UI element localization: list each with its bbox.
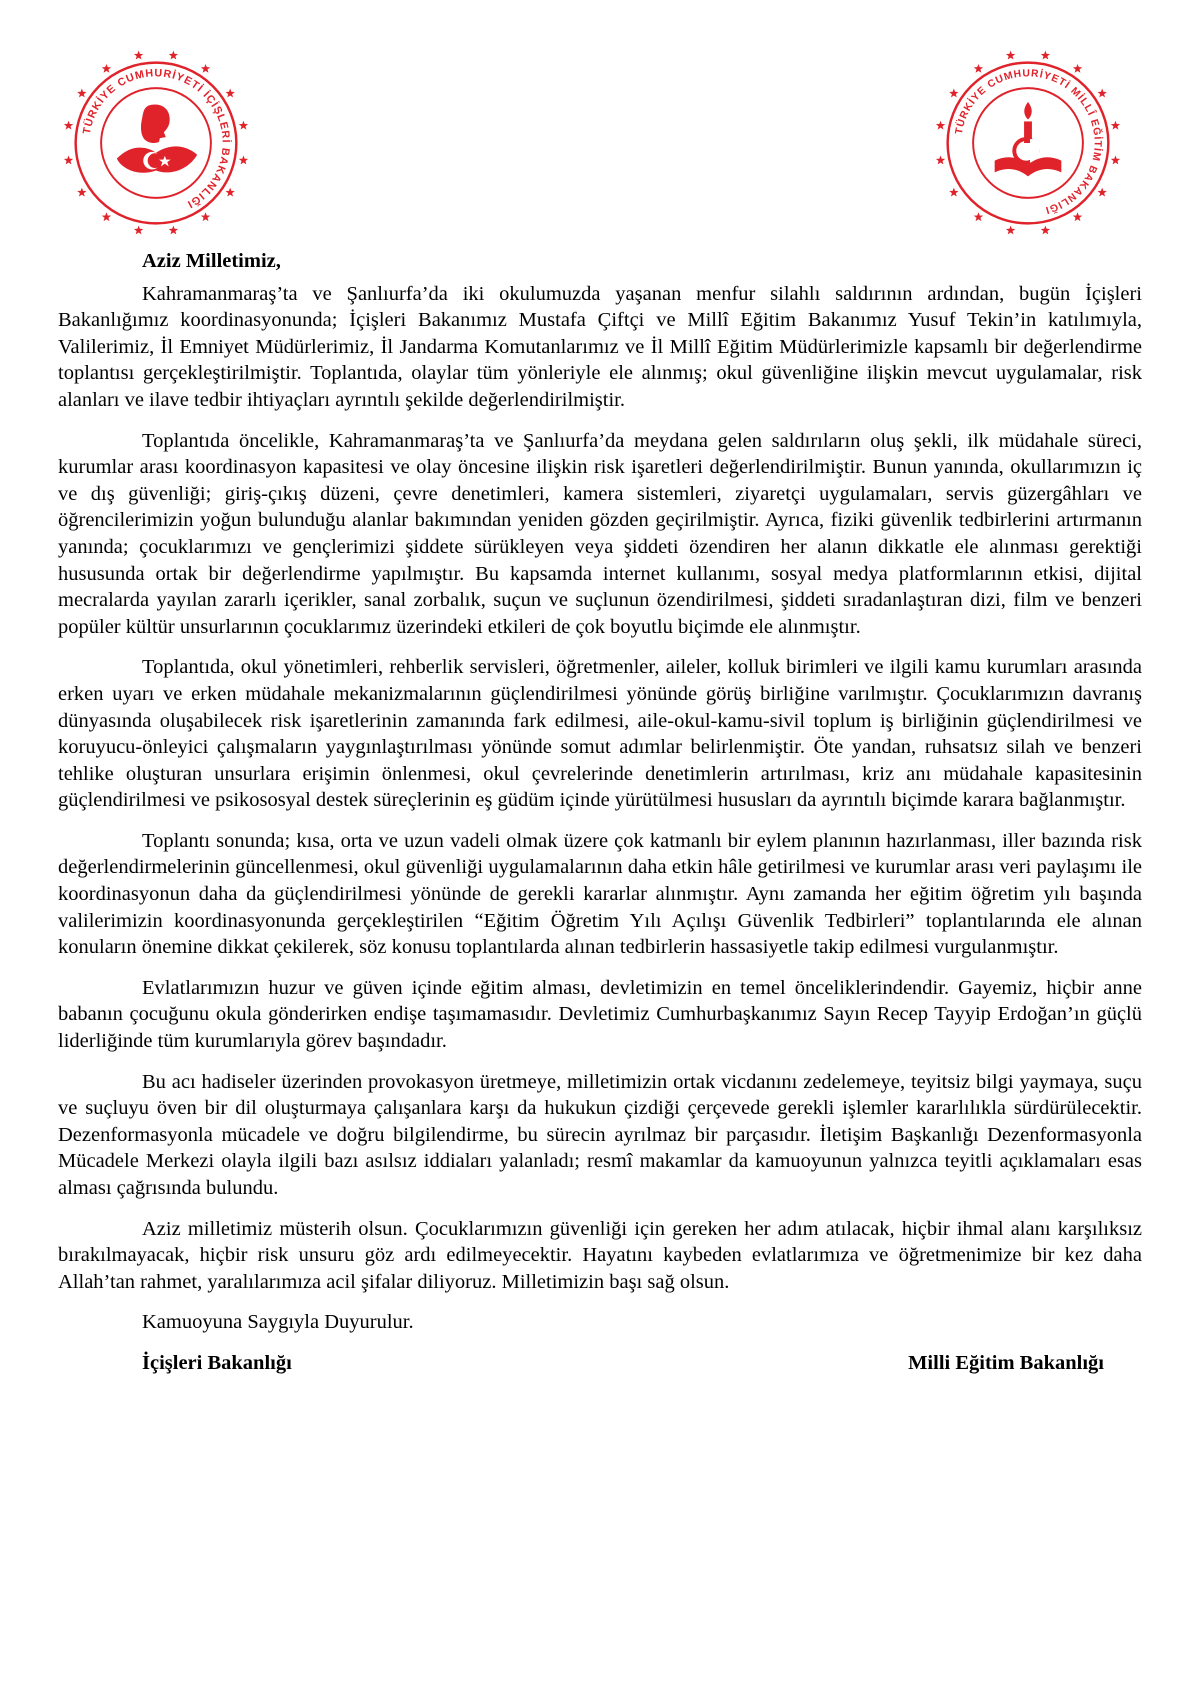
seal-star-icon — [1006, 226, 1015, 235]
seal-star-icon — [936, 155, 945, 164]
signature-block — [58, 1350, 1142, 1380]
letter-body — [58, 248, 1142, 1380]
signature-interior-ministry: İçişleri Bakanlığı — [142, 1351, 292, 1374]
paragraph-6: Bu acı hadiseler üzerinden provokasyon üretmeye, milletimizin ortak vicdanını zedelemeye, teyitsiz bilgi yaymaya, suçu ve suçluyu öven bir dil oluşturmaya çalışanlara karşı da hukukun çizdiği çerçevede gerekli işlemler kararlılıkla sürdürülecektir. Dezenformasyonla mücadele ve doğru bilgilendirme, bu sürecin ayrılmaz bir parçasıdır. İletişim Başkanlığı Dezenformasyonla Mücadele Merkezi olayla ilgili bazı asılsız iddiaları yalanladı; resmî makamlar da kamuoyunun yalnızca teyitli açıklamaları esas alması çağrısında bulundu. — [58, 1070, 1142, 1199]
seal-star-icon — [201, 64, 210, 73]
seal-star-icon — [1097, 188, 1106, 197]
seal-star-icon — [1073, 64, 1082, 73]
seal-star-icon — [225, 188, 234, 197]
seal-star-icon — [102, 212, 111, 221]
signature-education-ministry: Milli Eğitim Bakanlığı — [908, 1351, 1104, 1374]
seal-star-icon — [949, 89, 958, 98]
education-ministry-seal — [930, 45, 1126, 241]
seal-star-icon — [239, 155, 248, 164]
torch-book-crescent-icon — [995, 102, 1062, 176]
seal-star-icon — [1041, 226, 1050, 235]
paragraph-2: Toplantıda öncelikle, Kahramanmaraş’ta ve Şanlıurfa’da meydana gelen saldırıların oluş şekli, ilk müdahale süreci, kurumlar arası koordinasyon kapasitesi ve olay öncesine ilişkin risk işaretleri değerlendirilmiştir. Bunun yanında, okullarımızın iç ve dış güvenliği; giriş-çıkış düzeni, çevre denetimleri, kamera sistemleri, ziyaretçi uygulamaları, servis güzergâhları ve öğrencilerimizin yoğun bulunduğu alanlar bakımından yeniden gözden geçirilmiştir. Ayrıca, fiziki güvenlik tedbirlerini artırmanın yanında; çocuklarımızı ve gençlerimizi şiddete sürükleyen veya şiddeti özendiren her alanın dikkatle ele alınması gerektiği hususunda ortak bir değerlendirme yapılmıştır. Bu kapsamda internet kullanımı, sosyal medya platformlarının etkisi, dijital mecralarda yayılan zararlı içerikler, sanal zorbalık, suçun ve suçlunun özendirilmesi, şiddeti sıradanlaştıran dizi, film ve benzeri popüler kültür unsurlarının çocuklarımız üzerindeki etkileri de çok boyutlu biçimde ele alınmıştır. — [58, 429, 1142, 638]
seal-star-icon — [1041, 51, 1050, 60]
education-seal-ring-text: TÜRKİYE CUMHURİYETİ MİLLÎ EĞİTİM BAKANLIĞI — [953, 68, 1103, 216]
seal-star-icon — [1097, 89, 1106, 98]
seal-star-icon — [974, 64, 983, 73]
seal-star-icon — [64, 155, 73, 164]
seal-star-icon — [102, 64, 111, 73]
seal-star-icon — [1006, 51, 1015, 60]
salutation: Aziz Milletimiz, — [142, 250, 281, 272]
interior-seal-ring-text: TÜRKİYE CUMHURİYETİ İÇİŞLERİ BAKANLIĞI — [80, 67, 232, 211]
seal-star-icon — [974, 212, 983, 221]
seal-star-icon — [1111, 155, 1120, 164]
paragraph-3: Toplantıda, okul yönetimleri, rehberlik servisleri, öğretmenler, aileler, kolluk birimleri ve ilgili kamu kurumları arasında erken uyarı ve erken müdahale mekanizmalarının güçlendirilmesi yönünde görüş birliğine varılmıştır. Çocuklarımızın davranış dünyasında oluşabilecek risk işaretlerinin zamanında fark edilmesi, aile-okul-kamu-sivil toplum iş birliğinin güçlendirilmesi ve koruyucu-önleyici çalışmaların yaygınlaştırılması yönünde somut adımlar belirlenmiştir. Öte yandan, ruhsatsız silah ve benzeri tehlike oluşturan unsurlara erişimin önlenmesi, okul çevrelerinde denetimlerin artırılması, kriz anı müdahale kapasitesinin güçlendirilmesi ve psikososyal destek süreçlerinin eş güdüm içinde yürütülmesi hususları da ayrıntılı biçimde karara bağlanmıştır. — [58, 656, 1142, 812]
interior-ministry-logo — [58, 45, 254, 241]
seal-star-icon — [77, 89, 86, 98]
seal-star-icon — [1111, 121, 1120, 130]
seal-star-icon — [949, 188, 958, 197]
closing-line: Kamuoyuna Saygıyla Duyurulur. — [142, 1311, 414, 1334]
paragraph-1: Kahramanmaraş’ta ve Şanlıurfa’da iki okulumuzda yaşanan menfur silahlı saldırının ardından, bugün İçişleri Bakanlığımız koordinasyonunda; İçişleri Bakanımız Mustafa Çiftçi ve Millî Eğitim Bakanımız Yusuf Tekin’in katılımıyla, Valilerimiz, İl Emniyet Müdürlerimiz, İl Jandarma Komutanlarımız ve İl Millî Eğitim Müdürlerimizle kapsamlı bir değerlendirme toplantısı gerçekleştirilmiştir. Toplantıda, olaylar tüm yönleriyle ele alınmış; okul güvenliğine ilişkin mevcut uygulamalar, risk alanları ve ilave tedbir ihtiyaçları ayrıntılı şekilde değerlendirilmiştir. — [58, 282, 1142, 411]
seal-star-icon — [169, 226, 178, 235]
seal-star-icon — [239, 121, 248, 130]
education-ministry-logo — [930, 45, 1126, 241]
seal-star-icon — [64, 121, 73, 130]
paragraph-4: Toplantı sonunda; kısa, orta ve uzun vadeli olmak üzere çok katmanlı bir eylem planının hazırlanması, iller bazında risk değerlendirmelerinin güncellenmesi, okul güvenliği uygulamalarının daha etkin hâle getirilmesi ve kurumlar arası veri paylaşımı ile koordinasyonun daha da güçlendirilmesi yönünde de gerekli kararlar alınmıştır. Aynı zamanda her eğitim öğretim yılı başında valilerimizin koordinasyonunda gerçekleştirilen “Eğitim Öğretim Yılı Açılışı Güvenlik Tedbirleri” toplantılarında ele alınan konuların önemine dikkat çekilerek, söz konusu toplantılarda alınan tedbirlerin hassasiyetle takip edilmesi vurgulanmıştır. — [58, 829, 1142, 959]
paragraph-5: Evlatlarımızın huzur ve güven içinde eğitim alması, devletimizin en temel önceliklerindendir. Gayemiz, hiçbir anne babanın çocuğunu okula gönderirken endişe taşımamasıdır. Devletimiz Cumhurbaşkanımız Sayın Recep Tayyip Erdoğan’ın güçlü liderliğinde tüm kurumlarıyla görev başındadır. — [58, 976, 1142, 1053]
seal-star-icon — [225, 89, 234, 98]
seal-star-icon — [936, 121, 945, 130]
interior-ministry-seal — [58, 45, 254, 241]
seal-star-icon — [77, 188, 86, 197]
seal-star-icon — [1073, 212, 1082, 221]
paragraph-7: Aziz milletimiz müsterih olsun. Çocuklarımızın güvenliği için gereken her adım atılacak, hiçbir ihmal alanı karşılıksız bırakılmayacak, hiçbir risk unsuru göz ardı edilmeyecektir. Hayatını kaybeden evlatlarımıza ve öğretmenimize bir kez daha Allah’tan rahmet, yaralılarımıza acil şifalar diliyoruz. Milletimizin başı sağ olsun. — [58, 1217, 1142, 1293]
ataturk-profile-flag-icon — [117, 105, 197, 173]
seal-star-icon — [201, 212, 210, 221]
seal-star-icon — [134, 226, 143, 235]
seal-star-icon — [169, 51, 178, 60]
seal-star-icon — [134, 51, 143, 60]
